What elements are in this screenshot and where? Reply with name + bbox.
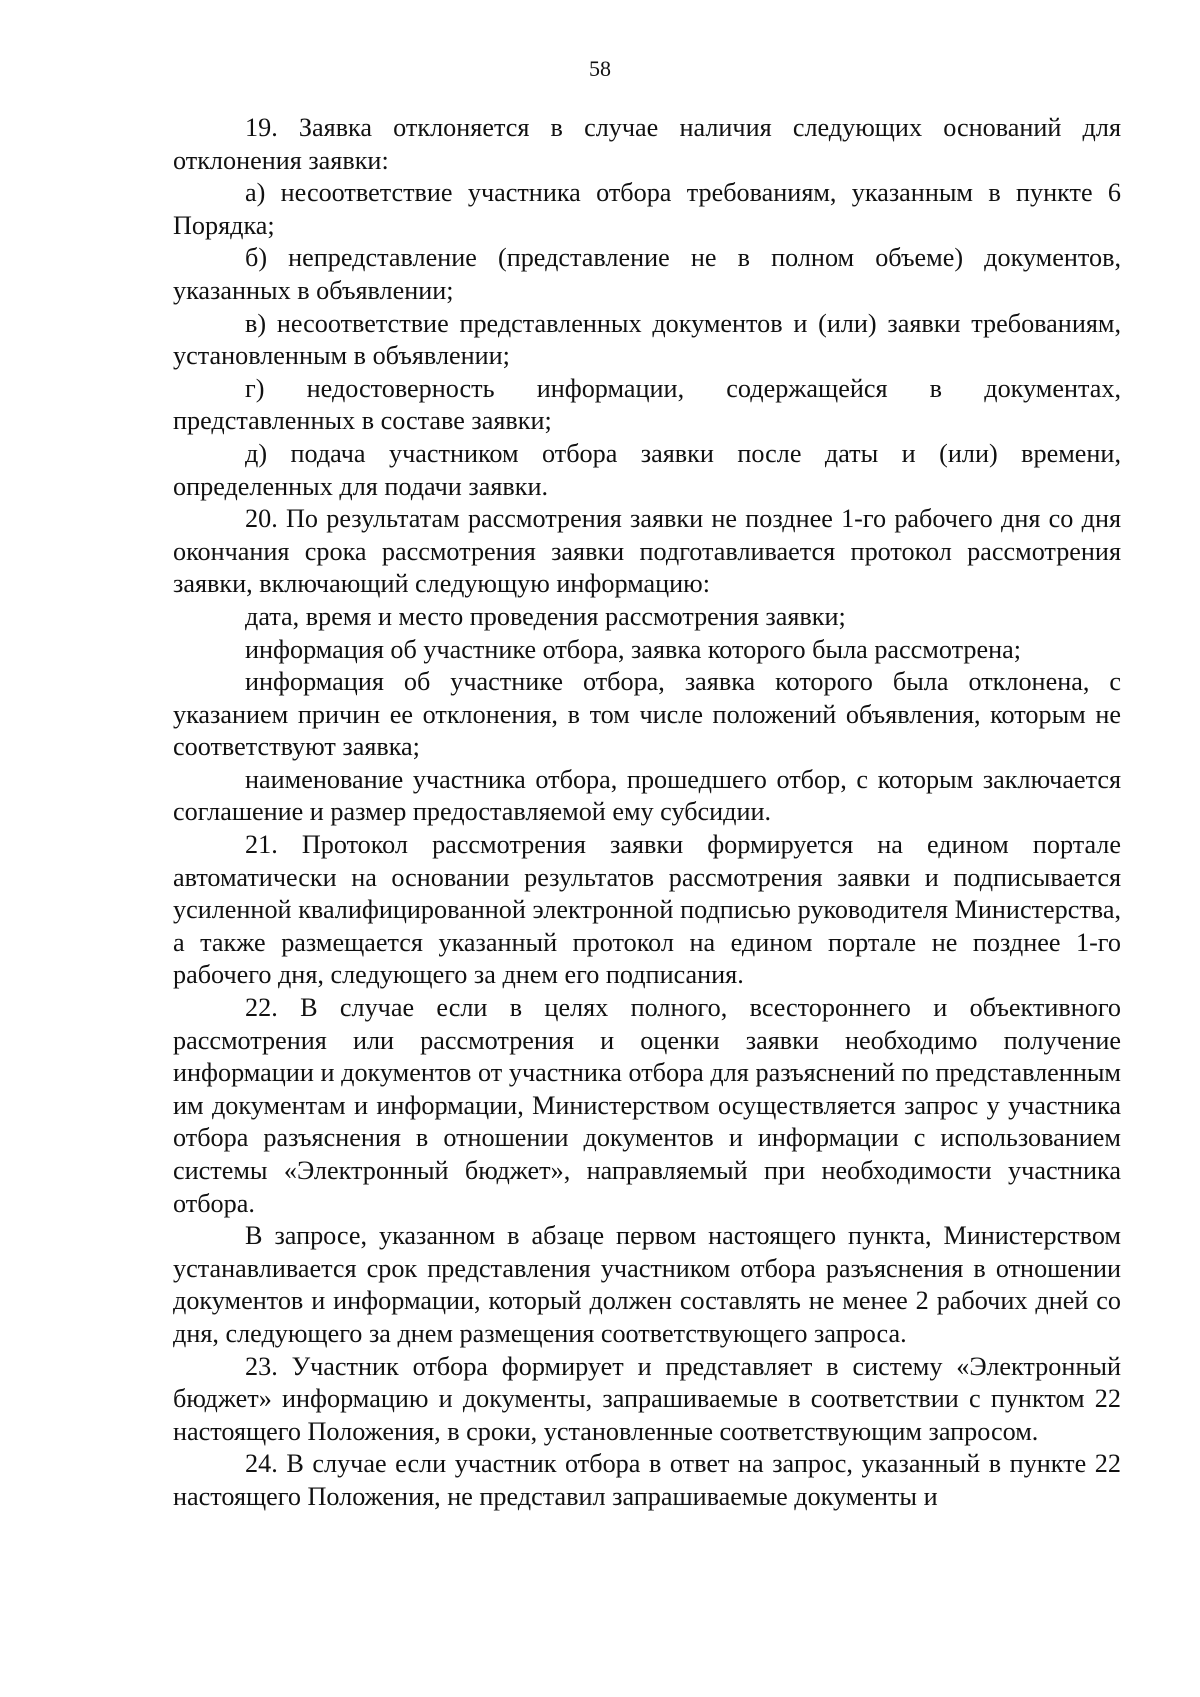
- paragraph-20-item-2: информация об участнике отбора, заявка которого была рассмотрена;: [245, 634, 1021, 664]
- page-number: 58: [589, 56, 611, 81]
- paragraph-19: 19. Заявка отклоняется в случае наличия следующих оснований для отклонения заявки:: [173, 113, 1121, 175]
- document-body: [173, 112, 1121, 1514]
- paragraph-20-item-3: информация об участнике отбора, заявка которого была отклонена, с указанием причин ее отклонения, в том числе положений объявления, которым не соответствуют заявка;: [173, 667, 1121, 762]
- paragraph-20: 20. По результатам рассмотрения заявки не позднее 1-го рабочего дня со дня окончания срока рассмотрения заявки подготавливается протокол рассмотрения заявки, включающий следующую информацию:: [173, 504, 1121, 599]
- paragraph-22-second: В запросе, указанном в абзаце первом настоящего пункта, Министерством устанавливается срок представления участником отбора разъяснения в отношении документов и информации, который должен составлять не менее 2 рабочих дней со дня, следующего за днем размещения соответствующего запроса.: [173, 1221, 1121, 1348]
- paragraph-23: 23. Участник отбора формирует и представляет в систему «Электронный бюджет» информацию и документы, запрашиваемые в соответствии с пунктом 22 настоящего Положения, в сроки, установленные соответствующим запросом.: [173, 1351, 1121, 1446]
- paragraph-19-g: г) недостоверность информации, содержащейся в документах, представленных в составе заявки;: [173, 373, 1121, 436]
- paragraph-21: 21. Протокол рассмотрения заявки формируется на едином портале автоматически на основании результатов рассмотрения заявки и подписывается усиленной квалифицированной электронной подписью руководителя Министерства, а также размещается указанный протокол на едином портале не позднее 1-го рабочего дня, следующего за днем его подписания.: [173, 830, 1121, 990]
- paragraph-19-b: б) непредставление (представление не в полном объеме) документов, указанных в объявлении;: [173, 243, 1121, 305]
- paragraph-19-a: а) несоответствие участника отбора требованиям, указанным в пункте 6 Порядка;: [173, 178, 1121, 240]
- paragraph-20-item-1: дата, время и место проведения рассмотрения заявки;: [245, 601, 846, 631]
- paragraph-20-item-4: наименование участника отбора, прошедшего отбор, с которым заключается соглашение и размер предоставляемой ему субсидии.: [173, 764, 1121, 827]
- paragraph-19-v: в) несоответствие представленных документов и (или) заявки требованиям, установленным в объявлении;: [173, 308, 1121, 371]
- paragraph-22: 22. В случае если в целях полного, всестороннего и объективного рассмотрения или рассмотрения и оценки заявки необходимо получение информации и документов от участника отбора для разъяснений по представленным им документам и информации, Министерством осуществляется запрос у участника отбора разъяснения в отношении документов и информации с использованием системы «Электронный бюджет», направляемый при необходимости участника отбора.: [173, 993, 1121, 1218]
- paragraph-24: 24. В случае если участник отбора в ответ на запрос, указанный в пункте 22 настоящего Положения, не представил запрашиваемые документы и: [173, 1449, 1121, 1511]
- paragraph-19-d: д) подача участником отбора заявки после даты и (или) времени, определенных для подачи заявки.: [173, 438, 1121, 501]
